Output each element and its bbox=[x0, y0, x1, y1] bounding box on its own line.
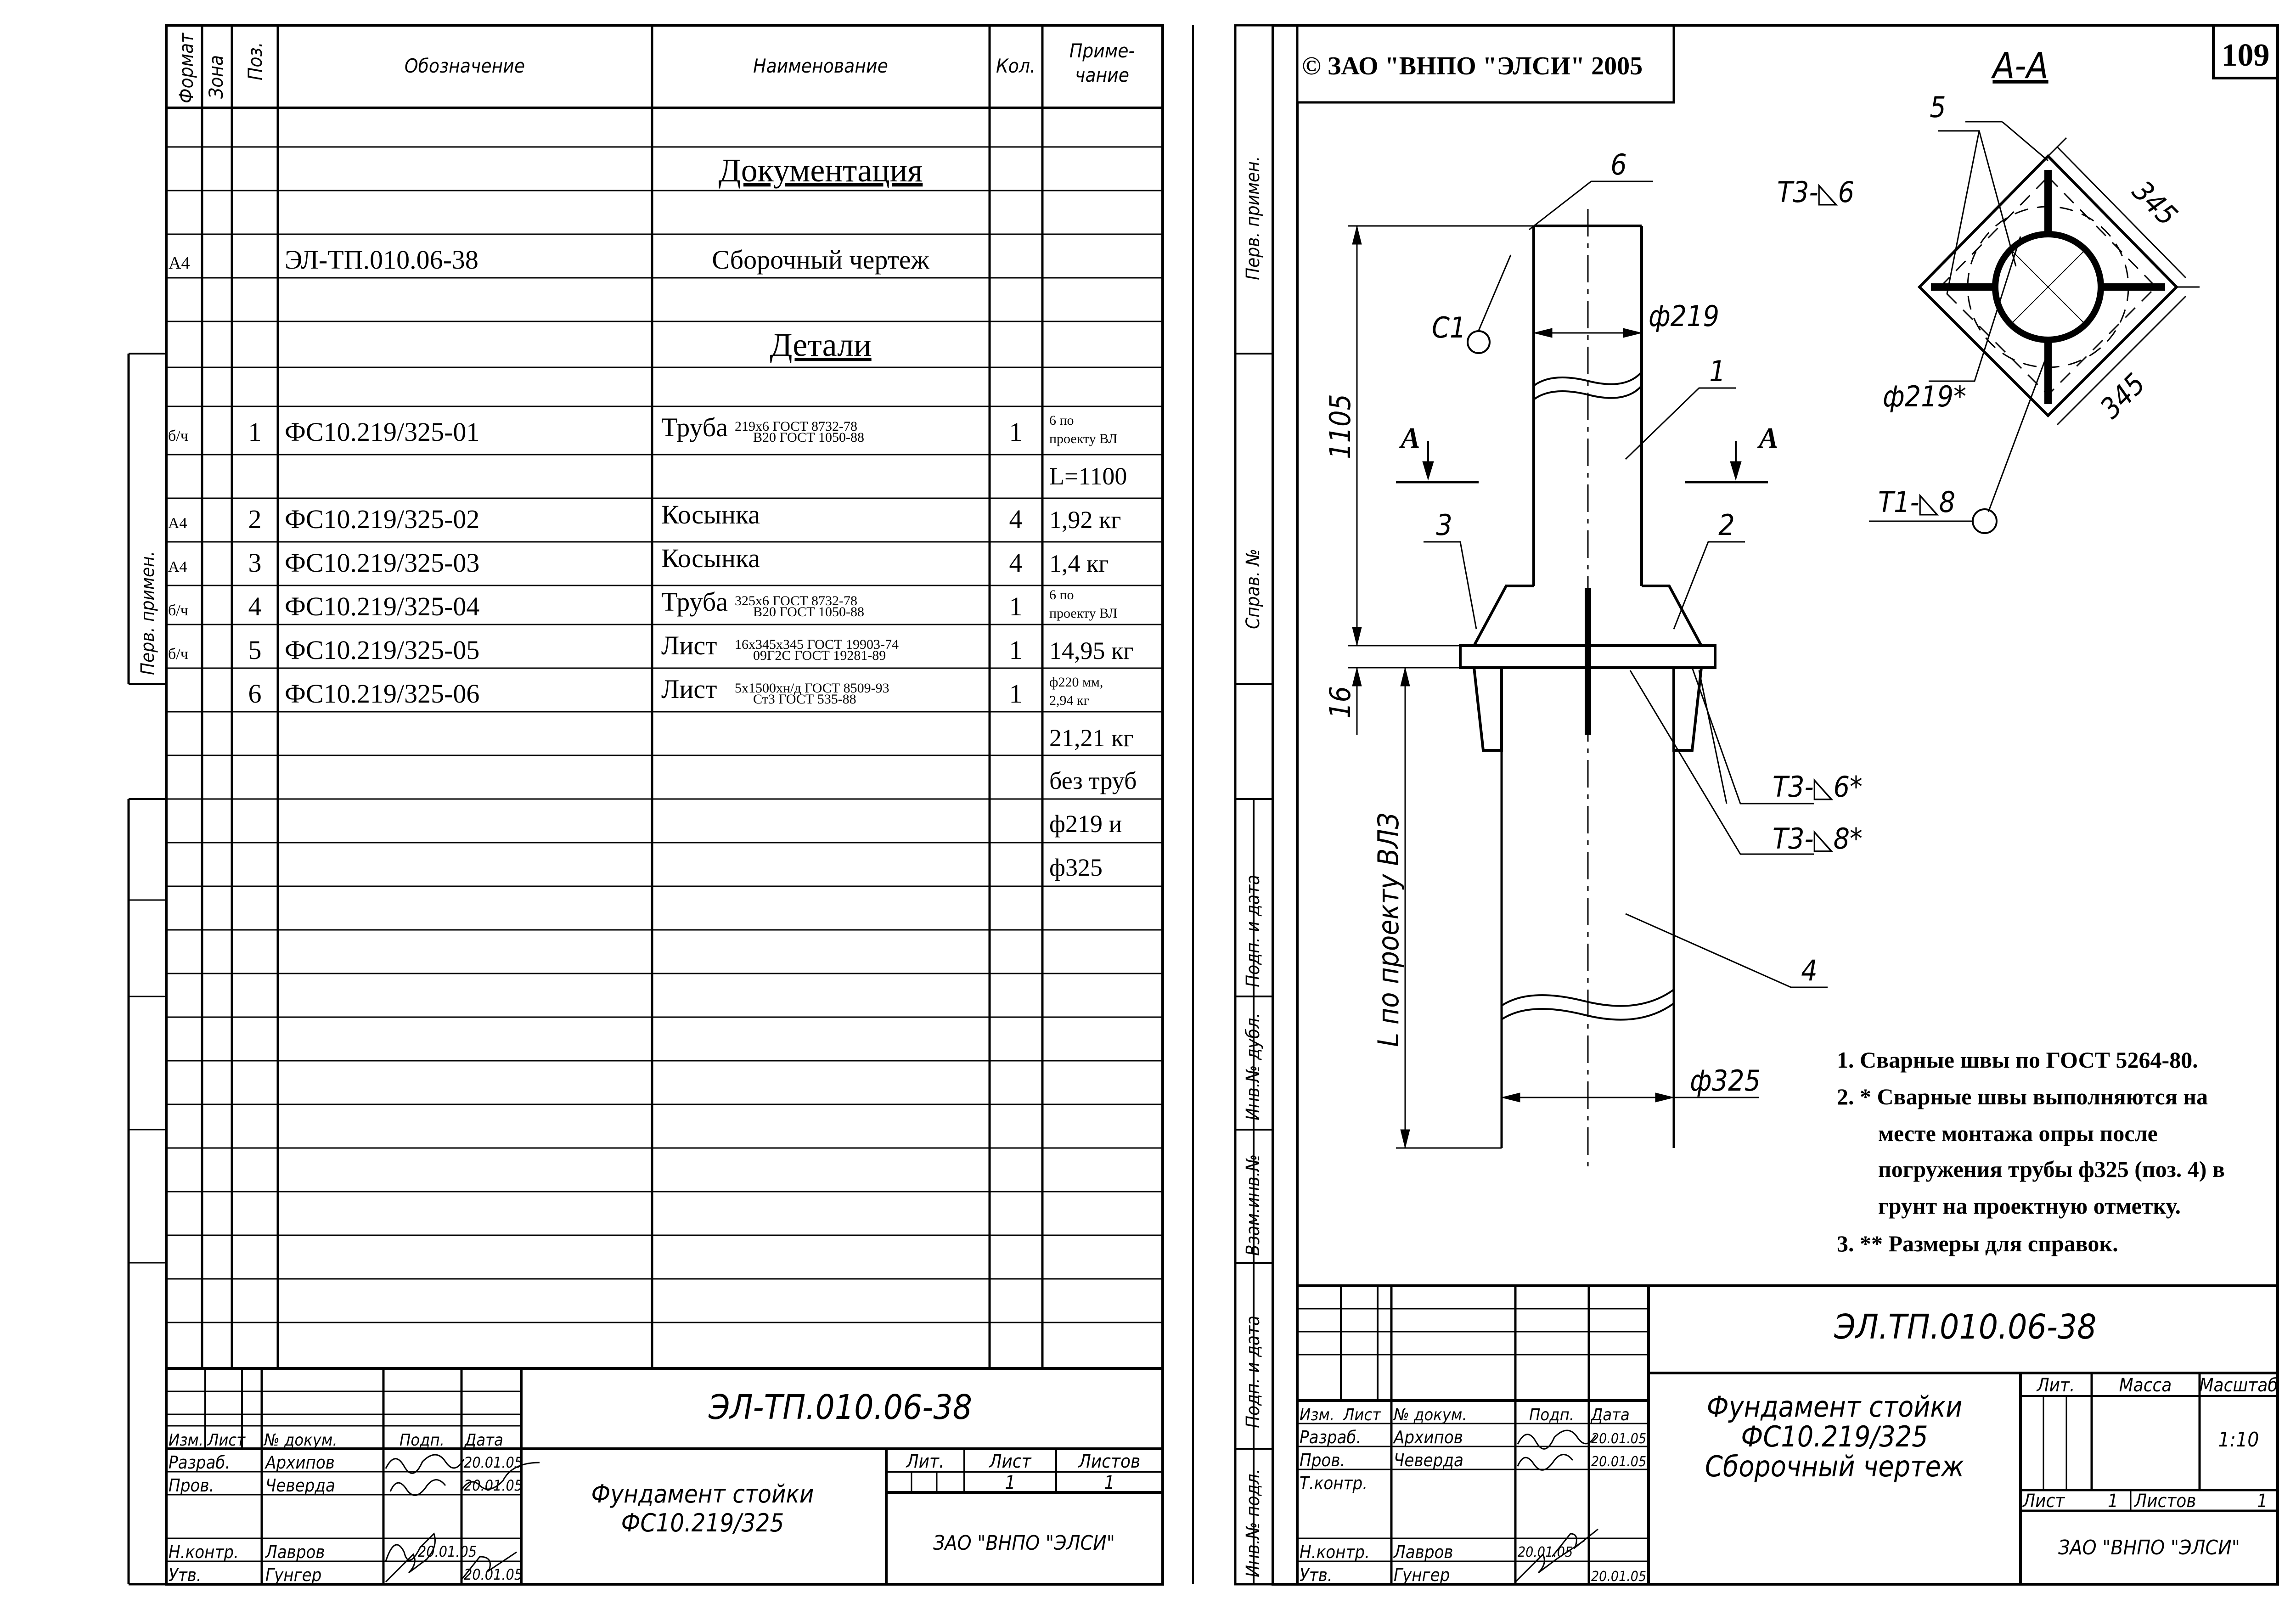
cut-mark-right: А bbox=[1759, 422, 1778, 454]
header-note-1: Приме- bbox=[1069, 39, 1135, 62]
spec-sheets-label: Листов bbox=[1078, 1451, 1141, 1472]
part-position: 5 bbox=[248, 635, 262, 665]
part-designation: ФС10.219/325-05 bbox=[285, 635, 480, 665]
part-designation: ФС10.219/325-03 bbox=[285, 548, 480, 578]
spec-company: ЗАО "ВНПО "ЭЛСИ" bbox=[933, 1531, 1115, 1555]
draw-title-1: Фундамент стойки bbox=[1706, 1390, 1963, 1424]
stamp-date: Дата bbox=[465, 1431, 503, 1450]
spec-role-4: Утв. bbox=[169, 1565, 202, 1585]
dia-219: ф219 bbox=[1649, 299, 1720, 333]
callout-6: 6 bbox=[1610, 148, 1627, 181]
part-spec-top: 5х1500хн/д ГОСТ 8509-93 bbox=[735, 681, 889, 696]
part-note-1: ф220 мм, bbox=[1049, 675, 1103, 690]
part-note-2: проекту ВЛ bbox=[1049, 606, 1118, 621]
spec-sheet: 1 bbox=[1005, 1472, 1016, 1493]
part-note-1: 6 по bbox=[1049, 587, 1074, 602]
copyright: © ЗАО "ВНПО "ЭЛСИ" 2005 bbox=[1302, 52, 1643, 80]
note-1: 1. Сварные швы по ГОСТ 5264-80. bbox=[1837, 1047, 2198, 1073]
draw-scale-label: Масштаб bbox=[2199, 1375, 2278, 1396]
note-3: месте монтажа опры после bbox=[1878, 1120, 2158, 1146]
spec-name-4: Гунгер bbox=[265, 1565, 322, 1585]
spec-date-3: 20.01.05 bbox=[418, 1543, 477, 1560]
draw-stamp-date: Дата bbox=[1591, 1406, 1630, 1424]
part-designation: ФС10.219/325-06 bbox=[285, 679, 480, 709]
draw-sheets-label: Листов bbox=[2134, 1491, 2196, 1512]
section-details: Детали bbox=[770, 326, 872, 363]
part-qty: 1 bbox=[1009, 679, 1023, 709]
draw-name-4: Гунгер bbox=[1394, 1565, 1450, 1585]
part-name: Косынка bbox=[661, 500, 760, 529]
draw-stamp-izm: Изм. bbox=[1300, 1406, 1335, 1424]
dim-16: 16 bbox=[1323, 686, 1357, 719]
draw-doc-code: ЭЛ.ТП.010.06-38 bbox=[1834, 1307, 2097, 1347]
page-number: 109 bbox=[2221, 38, 2270, 73]
dia-219-star: ф219* bbox=[1883, 380, 1967, 413]
spec-date-1: 20.01.05 bbox=[464, 1477, 523, 1494]
part-spec-bottom: 09Г2С ГОСТ 19281-89 bbox=[753, 648, 886, 663]
dia-325: ф325 bbox=[1690, 1064, 1761, 1097]
part-spec-bottom: В20 ГОСТ 1050-88 bbox=[753, 430, 864, 445]
side-label-inv-dubl: Инв.№ дубл. bbox=[1243, 1013, 1264, 1120]
header-pos: Поз. bbox=[244, 42, 266, 80]
callout-2: 2 bbox=[1718, 508, 1735, 542]
header-note-2: чание bbox=[1075, 64, 1130, 86]
datum-c1: С1 bbox=[1432, 311, 1466, 344]
draw-date-1: 20.01.05 bbox=[1591, 1454, 1647, 1470]
draw-scale: 1:10 bbox=[2218, 1428, 2259, 1452]
spec-name-3: Лавров bbox=[265, 1542, 325, 1562]
part-position: 3 bbox=[248, 548, 262, 578]
spec-role-3: Н.контр. bbox=[169, 1542, 239, 1562]
weld-t3-8-star: Т3-◺8* bbox=[1773, 822, 1863, 855]
weld-t3-6: Т3-◺6 bbox=[1777, 175, 1855, 209]
part-note-2: 2,94 кг bbox=[1049, 693, 1089, 708]
spec-title-2: ФС10.219/325 bbox=[621, 1508, 784, 1537]
side-label-inv-podl: Инв.№ подл. bbox=[1243, 1469, 1264, 1577]
part-name: Труба bbox=[661, 412, 728, 442]
spec-sheets: 1 bbox=[1104, 1472, 1115, 1493]
spec-lit-label: Лит. bbox=[906, 1451, 945, 1472]
weight-note: ф219 и bbox=[1049, 810, 1122, 838]
side-label-perv-r: Перв. примен. bbox=[1243, 156, 1264, 280]
spec-date-4: 20.01.05 bbox=[464, 1566, 523, 1583]
cut-mark-left: А bbox=[1401, 422, 1420, 454]
dim-1105: 1105 bbox=[1323, 394, 1357, 459]
spec-doc-code: ЭЛ-ТП.010.06-38 bbox=[708, 1388, 973, 1427]
stamp-izm: Изм. bbox=[169, 1431, 204, 1450]
draw-name-1: Чеверда bbox=[1394, 1450, 1463, 1470]
weld-t3-6-star: Т3-◺6* bbox=[1773, 770, 1863, 804]
draw-title-2: ФС10.219/325 bbox=[1741, 1420, 1928, 1453]
part-qty: 1 bbox=[1009, 417, 1023, 447]
part-note-2: проекту ВЛ bbox=[1049, 431, 1118, 446]
part-spec-top: 16х345х345 ГОСТ 19903-74 bbox=[735, 637, 899, 652]
plate-345-bottom: 345 bbox=[2093, 366, 2152, 425]
note-5: грунт на проектную отметку. bbox=[1878, 1193, 2181, 1219]
draw-mass-label: Масса bbox=[2119, 1375, 2172, 1396]
header-format: Формат bbox=[175, 33, 197, 103]
part-qty: 1 bbox=[1009, 591, 1023, 621]
part-spec-top: 325х6 ГОСТ 8732-78 bbox=[735, 593, 857, 608]
part-format: б/ч bbox=[168, 602, 188, 619]
part-spec-bottom: Ст3 ГОСТ 535-88 bbox=[753, 692, 856, 707]
part-name: Косынка bbox=[661, 543, 760, 573]
draw-sheet-label: Лист bbox=[2023, 1491, 2065, 1512]
part-qty: 4 bbox=[1009, 548, 1023, 578]
part-note: 1,92 кг bbox=[1049, 506, 1121, 534]
weight-note: ф325 bbox=[1049, 854, 1103, 881]
draw-role-0: Разраб. bbox=[1300, 1427, 1362, 1447]
part-format: А4 bbox=[168, 558, 187, 575]
part-spec-bottom: В20 ГОСТ 1050-88 bbox=[753, 604, 864, 619]
part-designation: ФС10.219/325-02 bbox=[285, 504, 480, 534]
side-label-sprav: Справ. № bbox=[1243, 548, 1264, 629]
draw-role-3: Н.контр. bbox=[1300, 1542, 1370, 1562]
spec-role-0: Разраб. bbox=[169, 1452, 231, 1473]
part-name: Труба bbox=[661, 587, 728, 617]
part-name: Лист bbox=[661, 630, 717, 660]
doc-format: А4 bbox=[169, 253, 190, 273]
side-label-podp-1: Подп. и дата bbox=[1243, 874, 1264, 987]
spec-sheet-label: Лист bbox=[989, 1451, 1031, 1472]
part-designation: ФС10.219/325-04 bbox=[285, 591, 480, 621]
stamp-doc: № докум. bbox=[264, 1431, 338, 1450]
weight-note: без труб bbox=[1049, 767, 1137, 794]
part-qty: 1 bbox=[1009, 635, 1023, 665]
draw-stamp-list: Лист bbox=[1343, 1406, 1381, 1424]
draw-name-3: Лавров bbox=[1394, 1542, 1453, 1562]
draw-lit-label: Лит. bbox=[2037, 1375, 2075, 1396]
header-designation: Обозначение bbox=[404, 55, 525, 77]
spec-title-1: Фундамент стойки bbox=[591, 1480, 814, 1508]
draw-date-3: 20.01.05 bbox=[1518, 1544, 1573, 1560]
part-designation: ФС10.219/325-01 bbox=[285, 417, 480, 447]
part-qty: 4 bbox=[1009, 504, 1023, 534]
part-position: 2 bbox=[248, 504, 262, 534]
draw-date-4: 20.01.05 bbox=[1591, 1569, 1647, 1585]
draw-date-0: 20.01.05 bbox=[1591, 1431, 1647, 1447]
part-position: 4 bbox=[248, 591, 262, 621]
part-spec-top: 219х6 ГОСТ 8732-78 bbox=[735, 419, 857, 434]
section-label: А-А bbox=[1992, 45, 2048, 87]
side-label-podp-2: Подп. и дата bbox=[1243, 1315, 1264, 1428]
callout-1: 1 bbox=[1709, 355, 1726, 388]
callout-4: 4 bbox=[1801, 954, 1818, 987]
part-format: А4 bbox=[168, 515, 187, 532]
section-documentation: Документация bbox=[718, 152, 923, 189]
draw-stamp-doc: № докум. bbox=[1394, 1406, 1467, 1424]
note-2: 2. * Сварные швы выполняются на bbox=[1837, 1084, 2208, 1109]
spec-date-0: 20.01.05 bbox=[464, 1454, 523, 1471]
part-name: Лист bbox=[661, 674, 717, 704]
weld-t1-8: Т1-◺8 bbox=[1878, 485, 1956, 519]
part-note-1: 6 по bbox=[1049, 413, 1074, 428]
draw-sheets: 1 bbox=[2257, 1491, 2268, 1512]
draw-name-0: Архипов bbox=[1394, 1427, 1463, 1447]
draw-sheet: 1 bbox=[2108, 1491, 2118, 1512]
draw-title-3: Сборочный чертеж bbox=[1705, 1450, 1964, 1483]
dim-length: L по проекту ВЛЗ bbox=[1372, 812, 1405, 1047]
header-zone: Зона bbox=[205, 55, 227, 99]
plate-345-top: 345 bbox=[2126, 174, 2184, 232]
header-qty: Кол. bbox=[996, 55, 1036, 77]
part-position: 1 bbox=[248, 417, 262, 447]
note-4: погружения трубы ф325 (поз. 4) в bbox=[1878, 1156, 2225, 1182]
part-note: 1,4 кг bbox=[1049, 550, 1109, 577]
callout-3: 3 bbox=[1436, 508, 1452, 542]
doc-designation: ЭЛ-ТП.010.06-38 bbox=[285, 245, 478, 275]
draw-stamp-sign: Подп. bbox=[1529, 1406, 1575, 1424]
side-label-vzam: Взам.инв.№ bbox=[1243, 1154, 1264, 1256]
side-label-perv: Перв. примен. bbox=[137, 551, 158, 675]
part-note: L=1100 bbox=[1049, 462, 1127, 490]
weight-note: 21,21 кг bbox=[1049, 724, 1134, 752]
part-format: б/ч bbox=[168, 646, 188, 663]
spec-name-1: Чеверда bbox=[265, 1475, 335, 1496]
draw-role-1: Пров. bbox=[1300, 1450, 1345, 1470]
part-note: 14,95 кг bbox=[1049, 637, 1134, 664]
spec-side-stamp bbox=[137, 551, 158, 675]
stamp-list: Лист bbox=[208, 1431, 246, 1450]
draw-role-2: Т.контр. bbox=[1300, 1473, 1368, 1493]
stamp-sign: Подп. bbox=[400, 1431, 445, 1450]
draw-company: ЗАО "ВНПО "ЭЛСИ" bbox=[2058, 1536, 2240, 1559]
doc-name: Сборочный чертеж bbox=[712, 245, 929, 275]
spec-role-1: Пров. bbox=[169, 1475, 214, 1496]
part-format: б/ч bbox=[168, 428, 188, 445]
part-position: 6 bbox=[248, 679, 262, 709]
draw-role-4: Утв. bbox=[1300, 1565, 1333, 1585]
header-name: Наименование bbox=[753, 55, 888, 77]
callout-5: 5 bbox=[1930, 90, 1946, 124]
spec-name-0: Архипов bbox=[265, 1452, 335, 1473]
note-6: 3. ** Размеры для справок. bbox=[1837, 1231, 2118, 1256]
